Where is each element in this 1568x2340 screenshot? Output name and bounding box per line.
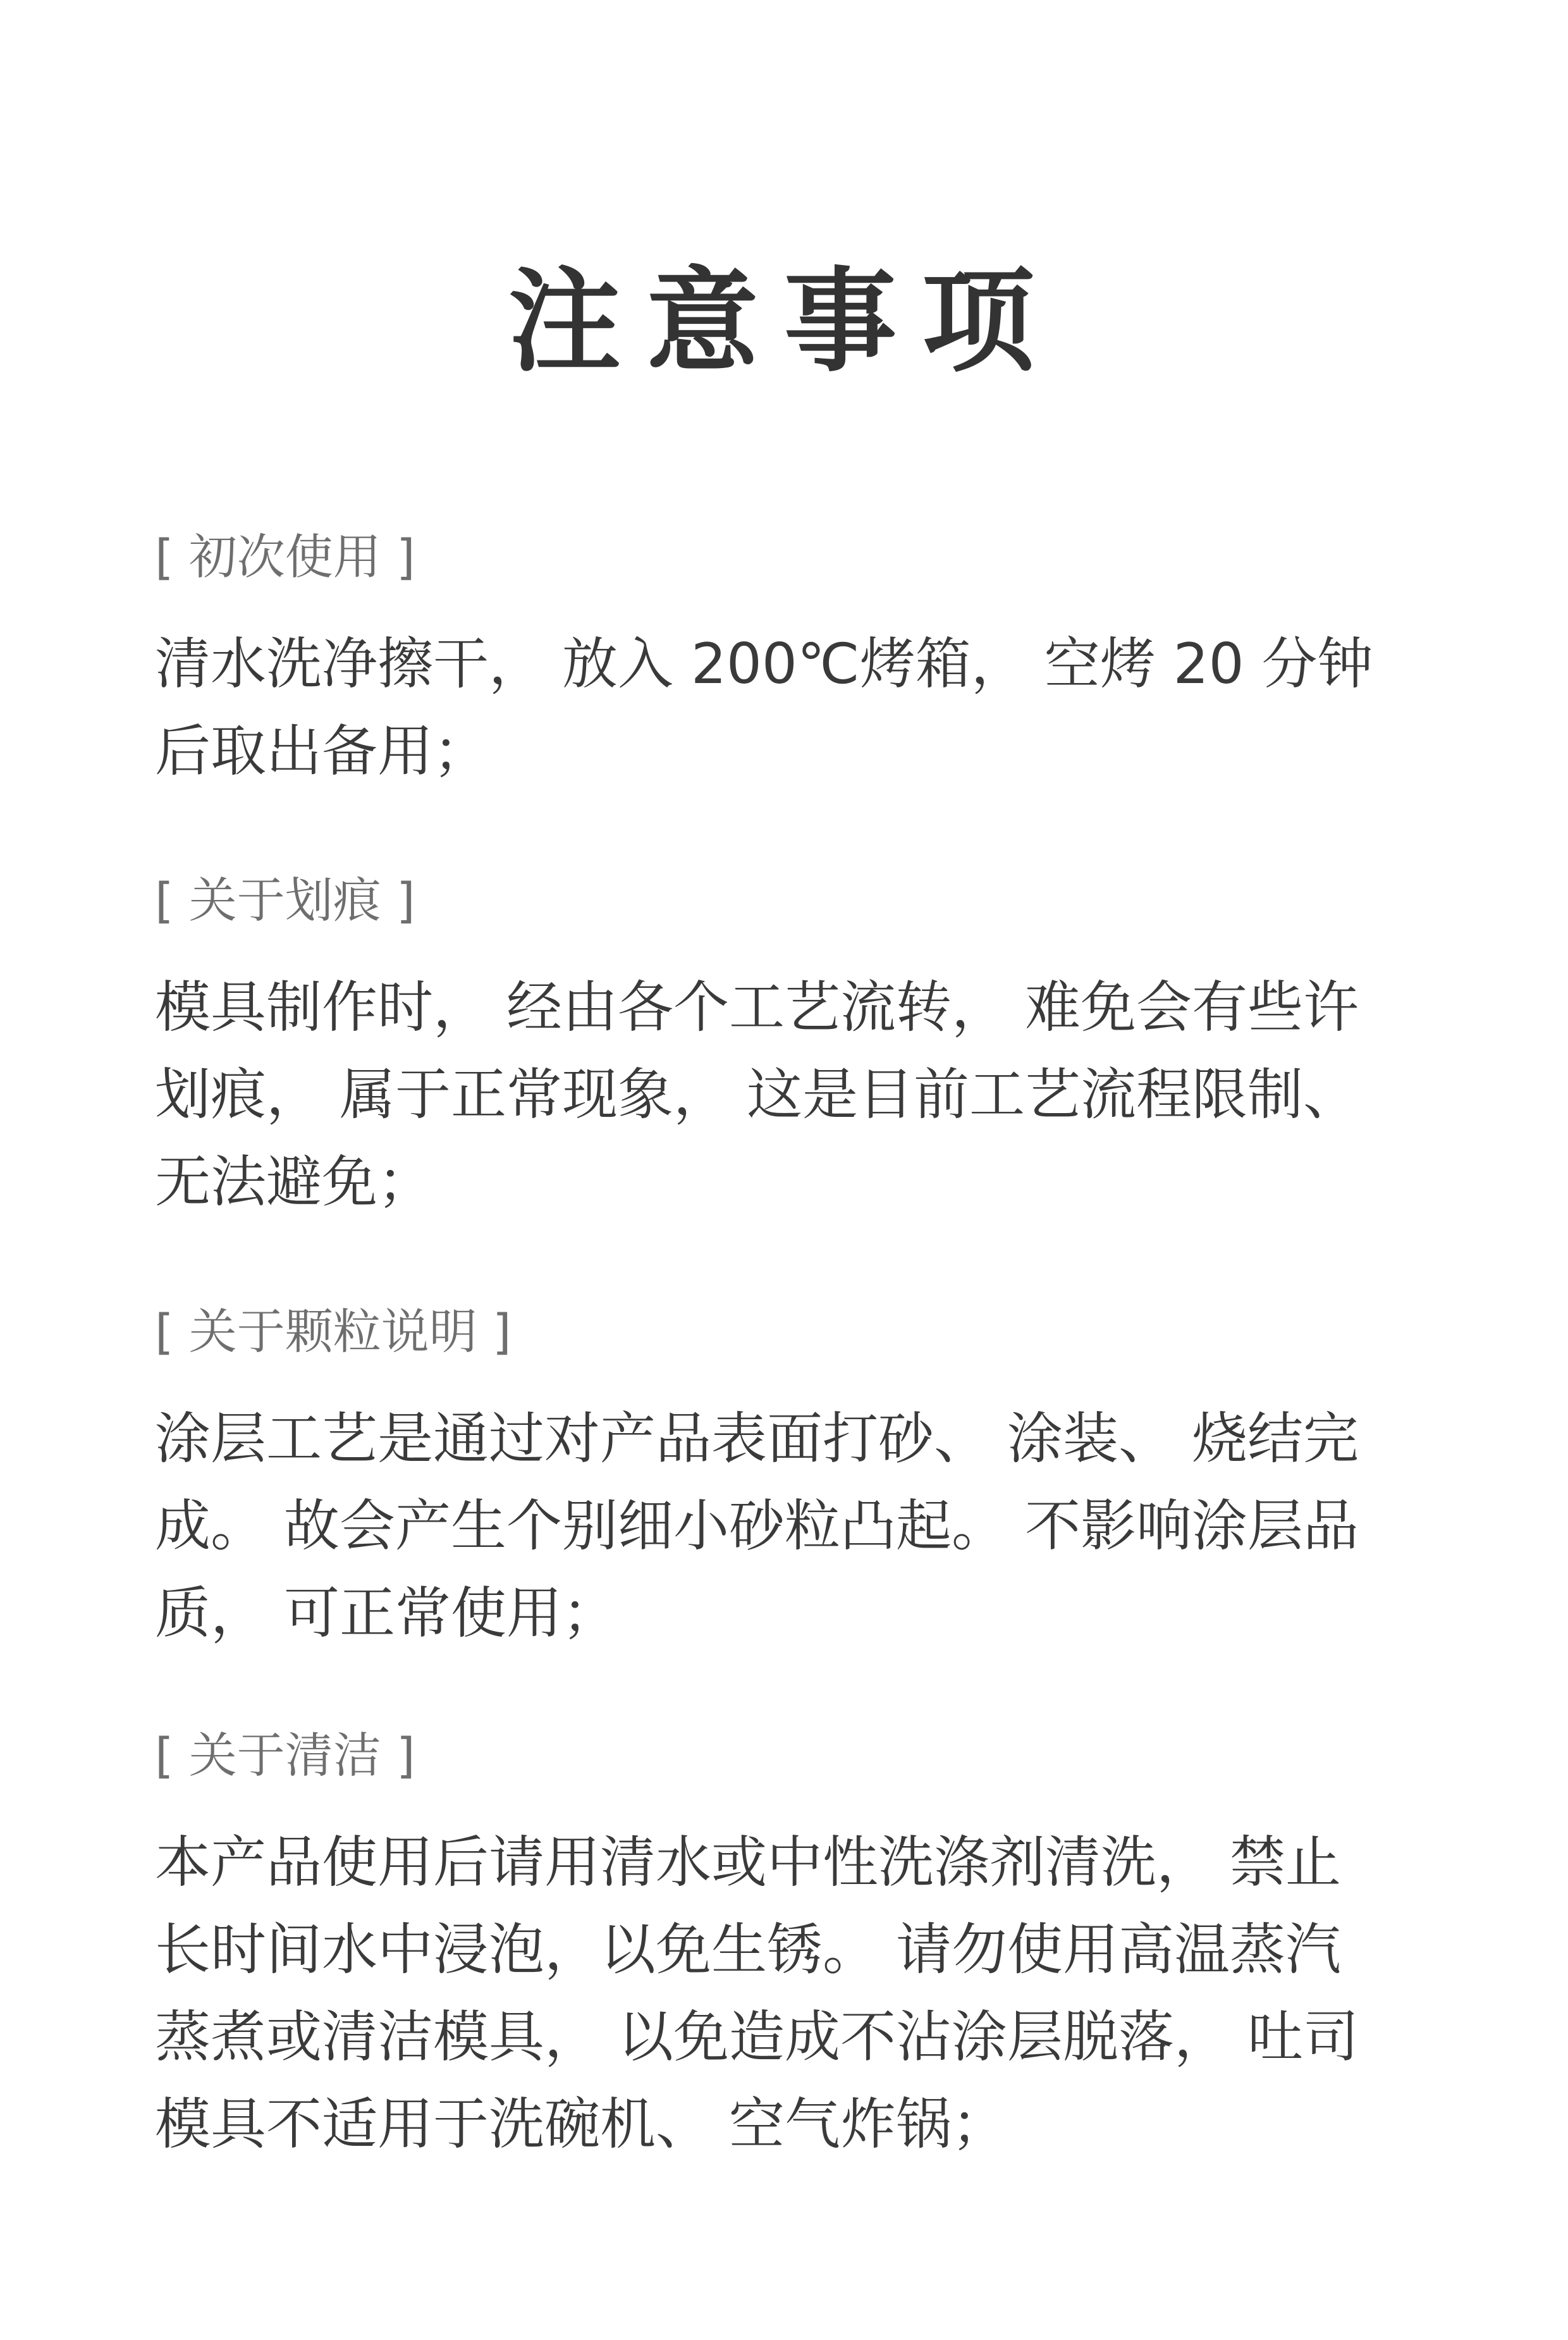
section-body: 模具制作时， 经由各个工艺流转， 难免会有些许 划痕， 属于正常现象， 这是目前工艺流程限制、 无法避免； xyxy=(155,975,1359,1214)
section-heading: [ 初次使用 ] xyxy=(155,529,415,585)
section-body: 本产品使用后请用清水或中性洗涤剂清洗， 禁止 长时间水中浸泡，以免生锈。 请勿使用高温蒸汽 蒸煮或清洁模具， 以免造成不沾涂层脱落， 吐司 模具不适用于洗碗机、 空气炸锅； xyxy=(155,1830,1359,2157)
section-heading: [ 关于划痕 ] xyxy=(155,872,415,928)
section-cleaning xyxy=(155,1727,1419,2168)
section-particles xyxy=(155,1303,1419,1657)
page-title: 注意事项 xyxy=(508,256,1060,387)
section-body: 涂层工艺是通过对产品表面打砂、 涂装、 烧结完 成。 故会产生个别细小砂粒凸起。 不影响涂层品 质， 可正常使用； xyxy=(155,1406,1359,1646)
section-scratches xyxy=(155,872,1419,1226)
section-first-use xyxy=(155,529,1419,795)
section-heading: [ 关于清洁 ] xyxy=(155,1727,415,1783)
section-heading: [ 关于颗粒说明 ] xyxy=(155,1303,511,1360)
section-body: 清水洗净擦干， 放入 200℃烤箱， 空烤 20 分钟 后取出备用； xyxy=(155,631,1373,784)
